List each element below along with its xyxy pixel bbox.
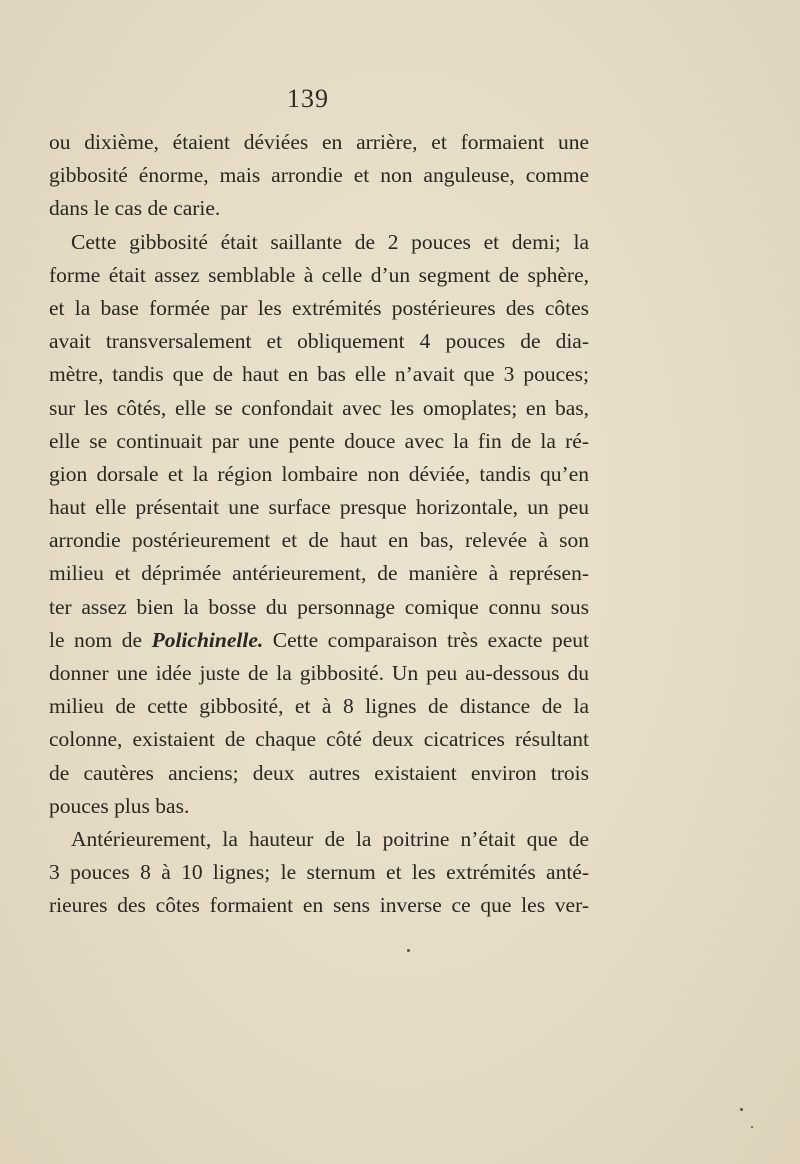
page-number: 139 xyxy=(287,84,329,113)
text-line: elle se continuait par une pente douce avec la fin de la ré- xyxy=(49,428,589,453)
text-line: pouces plus bas. xyxy=(49,793,190,818)
text-line: de cautères anciens; deux autres existaient environ trois xyxy=(49,760,589,785)
text-segment: Cette comparaison très exacte peut xyxy=(263,627,589,652)
text-line: avait transversalement et obliquement 4 pouces de dia- xyxy=(49,329,589,354)
text-line: milieu et déprimée antérieurement, de manière à représen- xyxy=(49,561,589,586)
text-line: gion dorsale et la région lombaire non déviée, tandis qu’en xyxy=(49,461,589,486)
text-line: rieures des côtes formaient en sens inverse ce que les ver- xyxy=(49,893,589,918)
paper-speck xyxy=(407,949,410,952)
text-line: ter assez bien la bosse du personnage comique connu sous xyxy=(49,594,589,619)
text-line: Antérieurement, la hauteur de la poitrine n’était que de xyxy=(71,826,589,851)
text-line: mètre, tandis que de haut en bas elle n’avait que 3 pouces; xyxy=(49,362,589,387)
italic-term-polichinelle: Polichinelle. xyxy=(151,627,264,652)
text-line: milieu de cette gibbosité, et à 8 lignes de distance de la xyxy=(49,694,589,719)
text-line: arrondie postérieurement et de haut en bas, relevée à son xyxy=(49,528,589,553)
paper-speck xyxy=(751,1126,753,1128)
text-line-polichinelle xyxy=(49,624,589,657)
text-line: ou dixième, étaient déviées en arrière, et formaient une xyxy=(49,130,589,154)
text-line: dans le cas de carie. xyxy=(49,196,221,221)
text-line: sur les côtés, elle se confondait avec les omoplates; en bas, xyxy=(49,395,589,420)
text-line: et la base formée par les extrémités postérieures des côtes xyxy=(49,295,589,320)
text-line: Cette gibbosité était saillante de 2 pouces et demi; la xyxy=(71,229,589,254)
text-line: 3 pouces 8 à 10 lignes; le sternum et les extrémités anté- xyxy=(49,860,589,885)
text-line: forme était assez semblable à celle d’un segment de sphère, xyxy=(49,262,589,287)
text-line: haut elle présentait une surface presque horizontale, un peu xyxy=(49,495,589,520)
body-text xyxy=(49,126,589,923)
paper-speck xyxy=(740,1108,743,1111)
text-line: gibbosité énorme, mais arrondie et non anguleuse, comme xyxy=(49,163,589,188)
text-segment: le nom de xyxy=(49,627,152,652)
text-line: donner une idée juste de la gibbosité. Un peu au-dessous du xyxy=(49,661,589,685)
text-line: colonne, existaient de chaque côté deux cicatrices résultant xyxy=(49,727,589,752)
